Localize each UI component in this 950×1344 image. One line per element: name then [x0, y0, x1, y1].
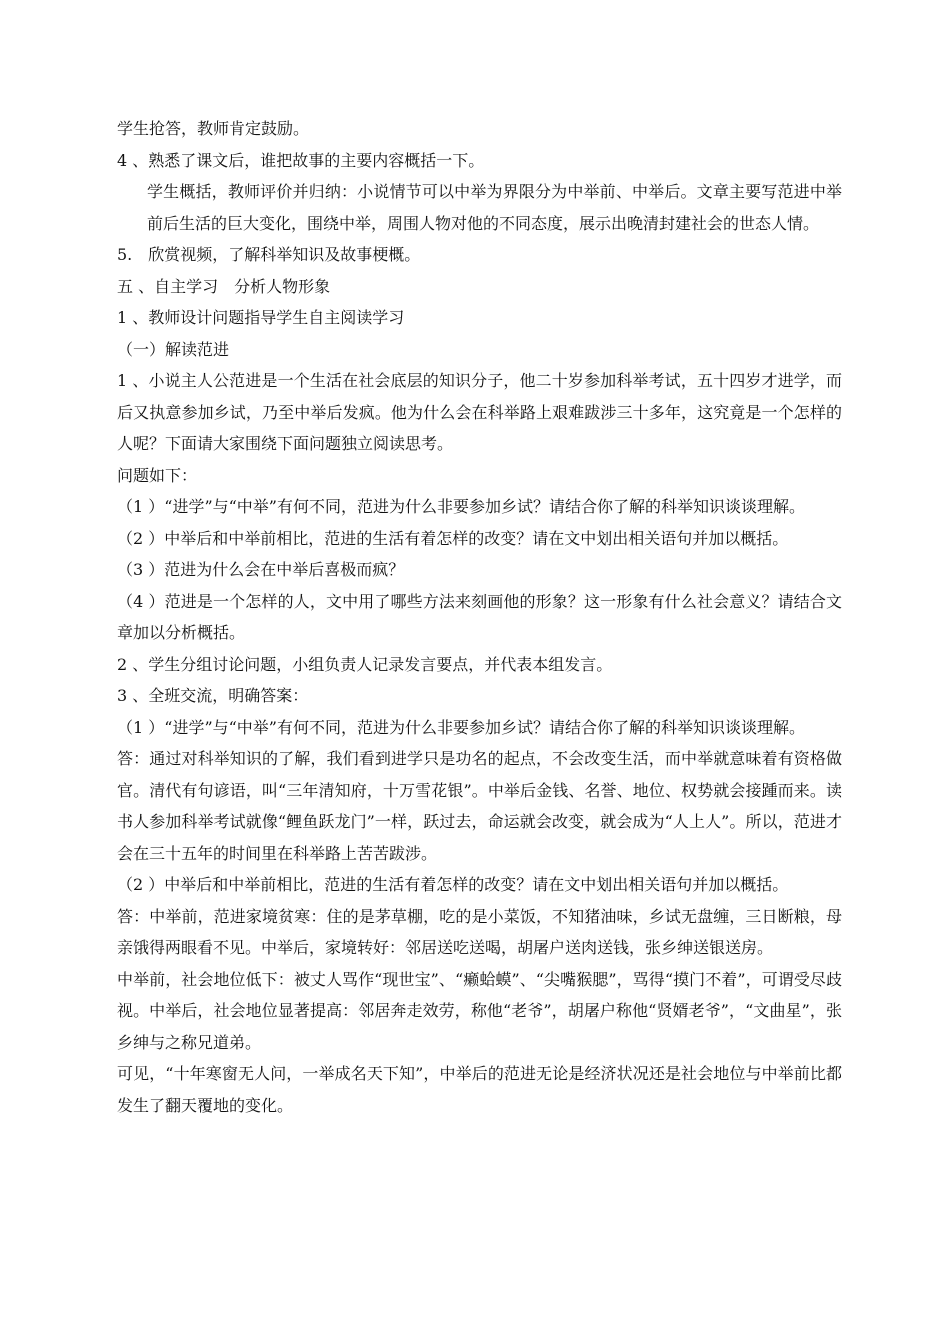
paragraph-class-exchange: 3 、全班交流，明确答案： [117, 686, 309, 705]
question-4: （4 ）范进是一个怎样的人，文中用了哪些方法来刻画他的形象？这一形象有什么社会意义？请结合文章加以分析概括。 [117, 591, 842, 642]
subheading-fan-jin: （一）解读范进 [117, 339, 230, 359]
paragraph-guided-reading: 1 、教师设计问题指导学生自主阅读学习 [117, 308, 405, 327]
paragraph-questions-label: 问题如下： [117, 465, 198, 485]
paragraph-step-4: 4 、熟悉了课文后，谁把故事的主要内容概括一下。 [117, 150, 485, 170]
answer-2-status: 中举前，社会地位低下：被丈人骂作“现世宝”、“癞蛤蟆”、“尖嘴猴腮”，骂得“摸门不着”，可谓受尽歧视。中举后，社会地位显著提高：邻居奔走效劳，称他“老爷”，胡屠户称他“贤婿老爷”，“文曲星”，张乡绅与之称兄道弟。 [117, 969, 842, 1052]
answer-2-economy: 答：中举前，范进家境贫寒：住的是茅草棚，吃的是小菜饭，不知猪油味，乡试无盘缠，三日断粮，母亲饿得两眼看不见。中举后，家境转好：邻居送吃送喝，胡屠户送肉送钱，张乡绅送银送房。 [117, 906, 842, 957]
document-body [117, 113, 842, 1121]
answer-1: 答：通过对科举知识的了解，我们看到进学只是功名的起点，不会改变生活，而中举就意味着有资格做官。清代有句谚语，叫“三年清知府，十万雪花银”。中举后金钱、名誉、地位、权势就会接踵而来。读书人参加科举考试就像“鲤鱼跃龙门”一样，跃过去，命运就会改变，就会成为“人上人”。所以，范进才会在三十五年的时间里在科举路上苦苦跋涉。 [117, 749, 842, 863]
paragraph-student-answer: 学生抢答，教师肯定鼓励。 [117, 119, 310, 138]
paragraph-step-5: 5. 欣赏视频，了解科举知识及故事梗概。 [117, 245, 421, 264]
paragraph-summary: 学生概括，教师评价并归纳：小说情节可以中举为界限分为中举前、中举后。文章主要写范进中举前后生活的巨大变化，围绕中举，周围人物对他的不同态度，展示出晚清封建社会的世态人情。 [147, 182, 842, 233]
question-2: （2 ）中举后和中举前相比，范进的生活有着怎样的改变？请在文中划出相关语句并加以概括。 [117, 528, 789, 548]
paragraph-group-discussion: 2 、学生分组讨论问题，小组负责人记录发言要点，并代表本组发言。 [117, 654, 613, 674]
question-3: （3 ）范进为什么会在中举后喜极而疯？ [117, 560, 405, 579]
answer-2-conclusion: 可见，“十年寒窗无人问，一举成名天下知”，中举后的范进无论是经济状况还是社会地位与中举前比都发生了翻天覆地的变化。 [117, 1064, 842, 1115]
question-2-repeat: （2 ）中举后和中举前相比，范进的生活有着怎样的改变？请在文中划出相关语句并加以概括。 [117, 875, 789, 894]
paragraph-intro-fan-jin: 1 、小说主人公范进是一个生活在社会底层的知识分子，他二十岁参加科举考试，五十四岁才进学，而后又执意参加乡试，乃至中举后发疯。他为什么会在科举路上艰难跋涉三十多年，这究竟是一个怎样的人呢？下面请大家围绕下面问题独立阅读思考。 [117, 371, 842, 453]
question-1: （1 ）“进学”与“中举”有何不同，范进为什么非要参加乡试？请结合你了解的科举知识谈谈理解。 [117, 497, 805, 516]
section-heading-five: 五 、自主学习 分析人物形象 [117, 276, 331, 296]
question-1-repeat: （1 ）“进学”与“中举”有何不同，范进为什么非要参加乡试？请结合你了解的科举知识谈谈理解。 [117, 717, 805, 737]
